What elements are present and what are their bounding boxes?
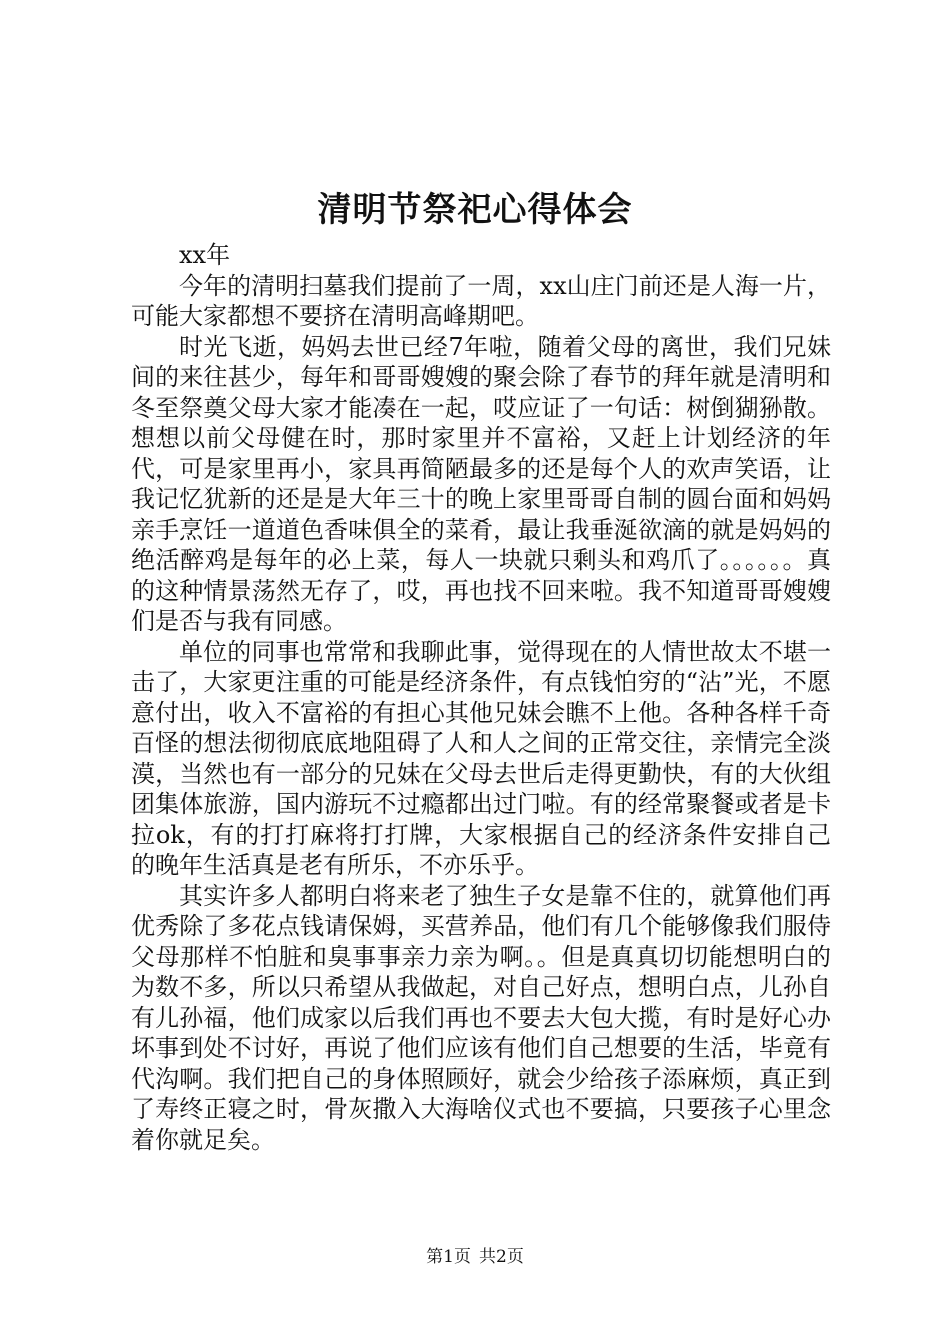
paragraph-date: xx年	[179, 241, 231, 269]
document-title: 清明节祭祀心得体会	[317, 190, 633, 230]
page-footer	[0, 1246, 950, 1268]
page-total: 共2页	[479, 1247, 524, 1267]
paragraph: 今年的清明扫墓我们提前了一周，xx山庄门前还是人海一片，可能大家都想不要挤在清明高峰期吧。	[131, 271, 831, 330]
paragraph: 其实许多人都明白将来老了独生子女是靠不住的，就算他们再优秀除了多花点钱请保姆，买营养品，他们有几个能够像我们服侍父母那样不怕脏和臭事事亲力亲为啊。。但是真真切切能想明白的为数不多，所以只希望从我做起，对自己好点，想明白点，儿孙自有儿孙福，他们成家以后我们再也不要去大包大揽，有时是好心办坏事到处不讨好，再说了他们应该有他们自己想要的生活，毕竟有代沟啊。我们把自己的身体照顾好，就会少给孩子添麻烦，真正到了寿终正寝之时，骨灰撒入大海啥仪式也不要搞，只要孩子心里念着你就足矣。	[131, 881, 831, 1154]
paragraph: 时光飞逝，妈妈去世已经7年啦，随着父母的离世，我们兄妹间的来往甚少，每年和哥哥嫂嫂的聚会除了春节的拜年就是清明和冬至祭奠父母大家才能凑在一起，哎应证了一句话：树倒猢狲散。想想以前父母健在时，那时家里并不富裕，又赶上计划经济的年代，可是家里再小，家具再简陋最多的还是每个人的欢声笑语，让我记忆犹新的还是是大年三十的晚上家里哥哥自制的圆台面和妈妈亲手烹饪一道道色香味俱全的菜肴，最让我垂涎欲滴的就是妈妈的绝活醉鸡是每年的必上菜，每人一块就只剩头和鸡爪了。。。。。。真的这种情景荡然无存了，哎，再也找不回来啦。我不知道哥哥嫂嫂们是否与我有同感。	[131, 332, 831, 635]
document-body	[131, 240, 831, 1155]
page-number: 第1页	[426, 1247, 471, 1267]
paragraph: 单位的同事也常常和我聊此事，觉得现在的人情世故太不堪一击了，大家更注重的可能是经济条件，有点钱怕穷的“沾”光，不愿意付出，收入不富裕的有担心其他兄妹会瞧不上他。各种各样千奇百怪的想法彻彻底底地阻碍了人和人之间的正常交往，亲情完全淡漠，当然也有一部分的兄妹在父母去世后走得更勤快，有的大伙组团集体旅游，国内游玩不过瘾都出过门啦。有的经常聚餐或者是卡拉ok，有的打打麻将打打牌，大家根据自己的经济条件安排自己的晚年生活真是老有所乐，不亦乐乎。	[131, 637, 831, 879]
